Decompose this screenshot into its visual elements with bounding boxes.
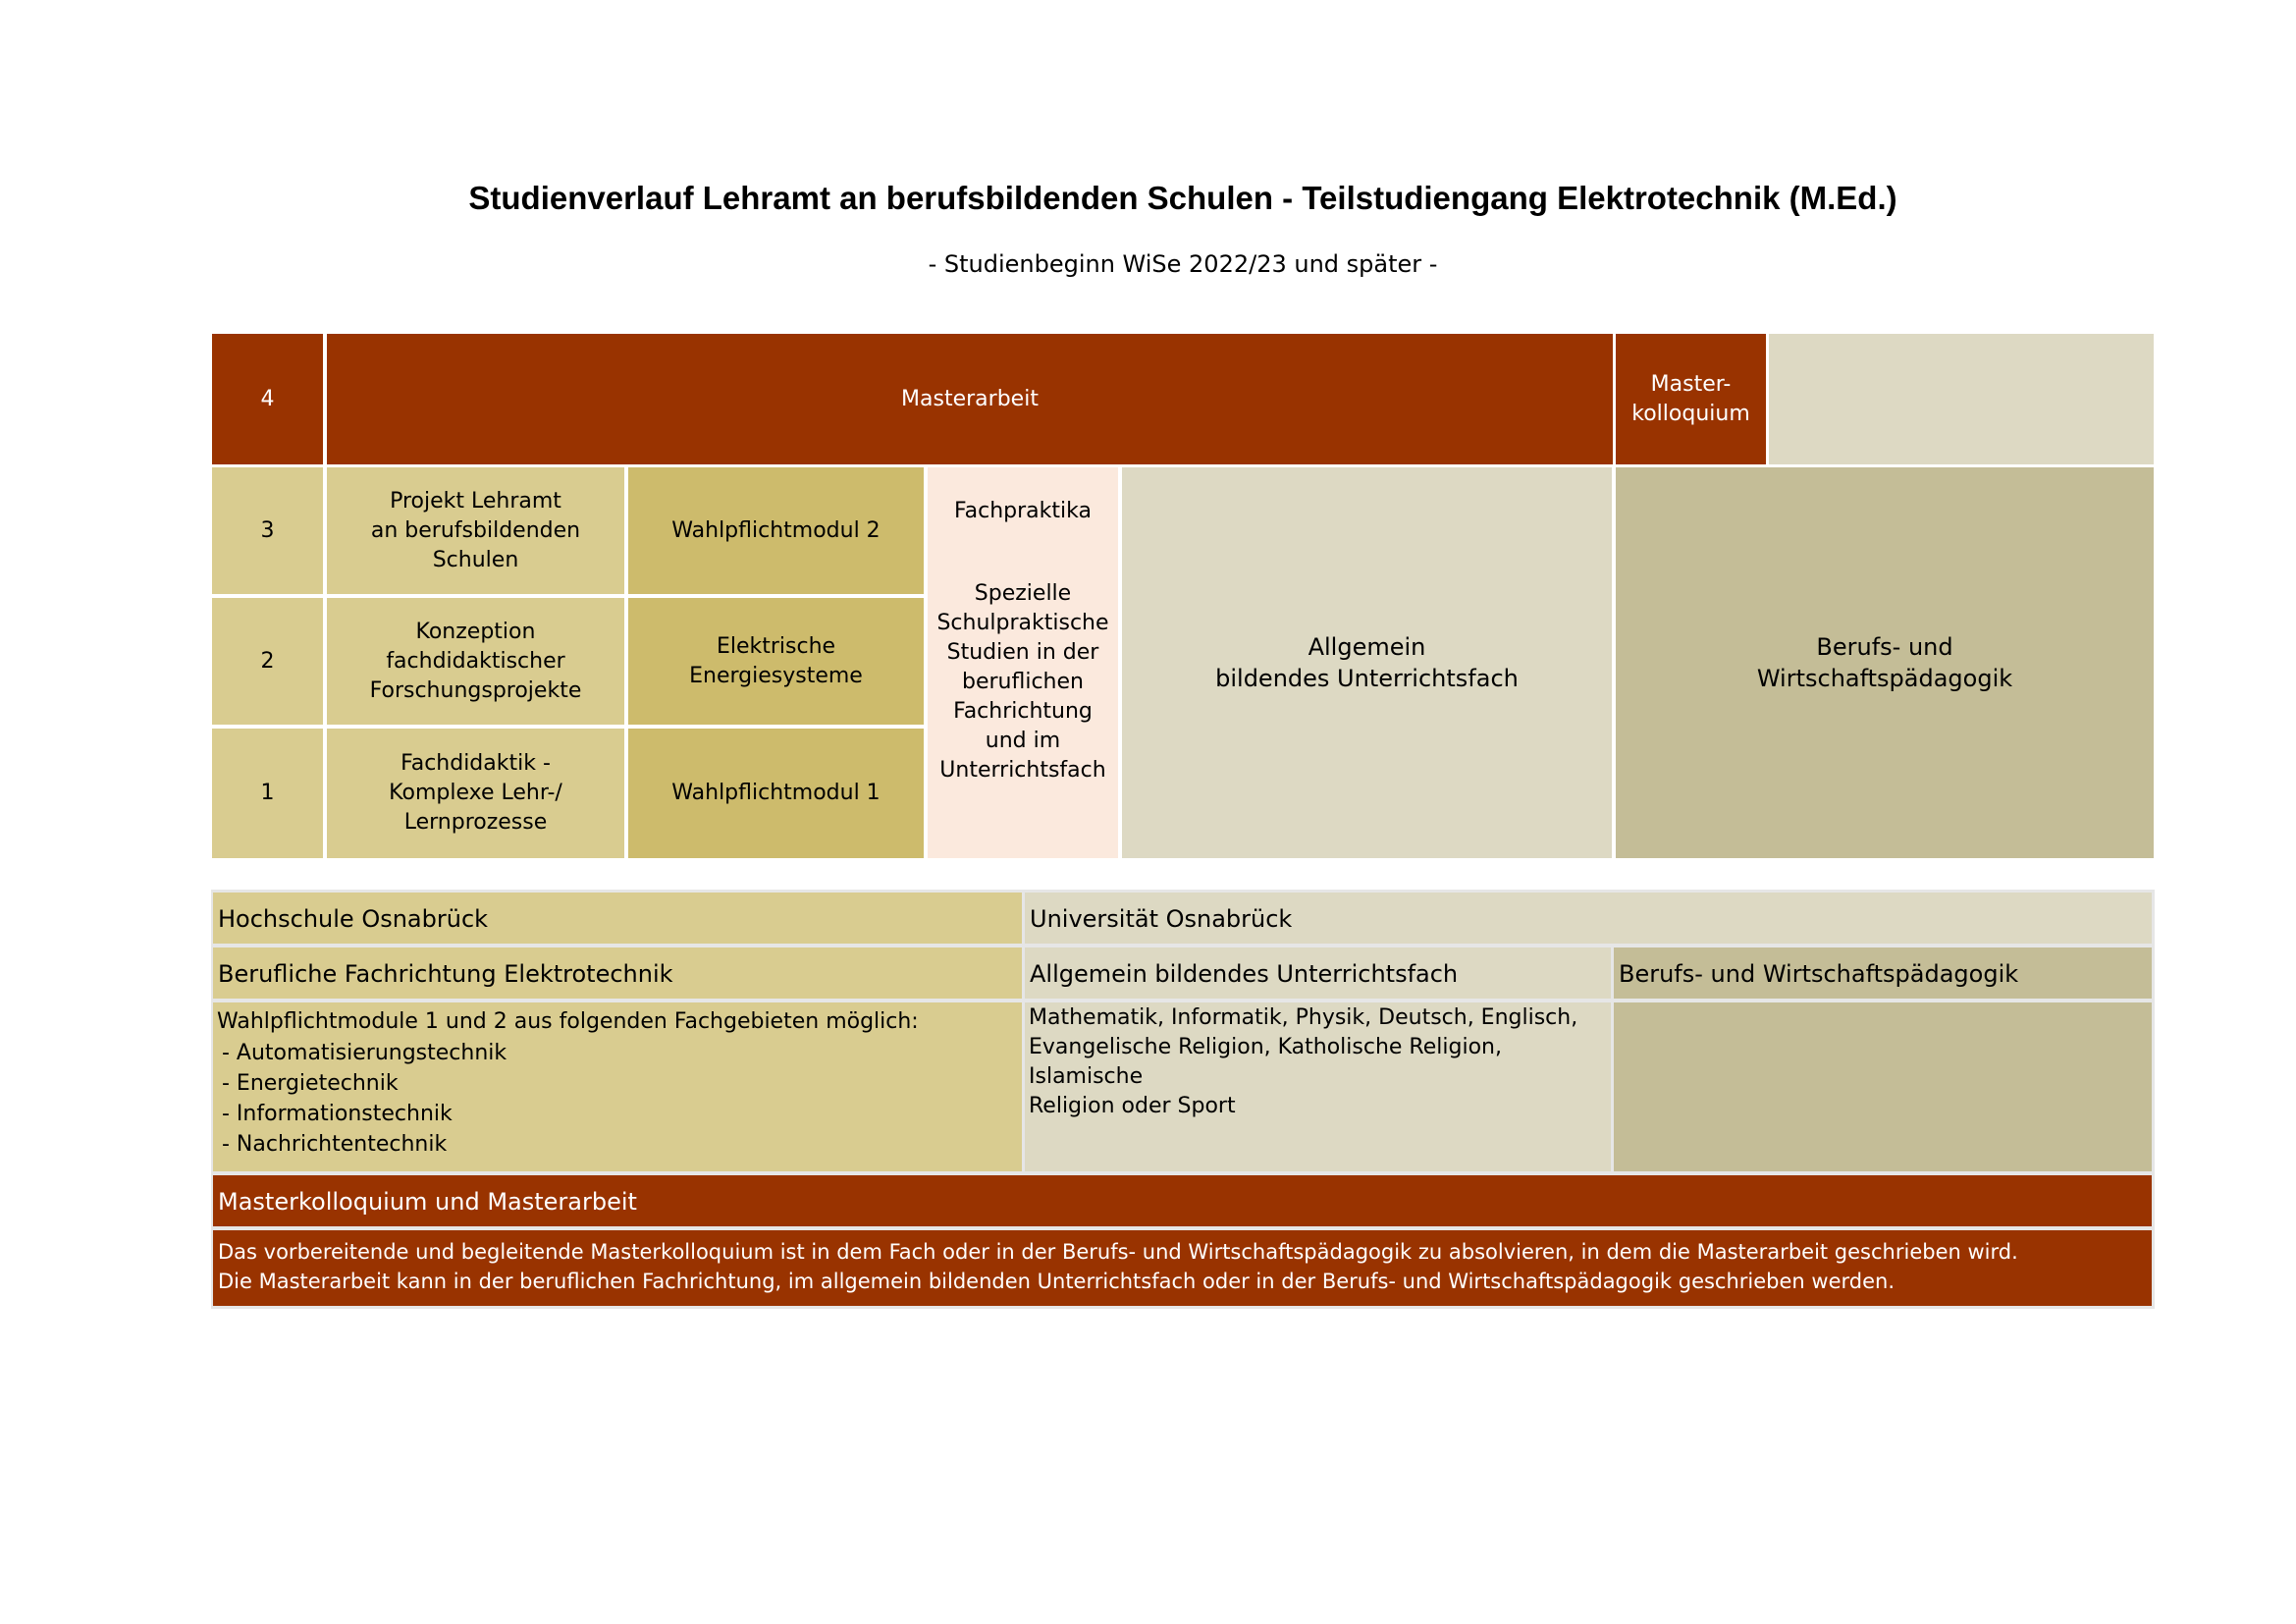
hochschule-osnabrueck-label: Hochschule Osnabrück [213,893,1022,944]
masterkolloquium-cell: Master- kolloquium [1616,334,1766,464]
semester-2-number: 2 [212,598,323,725]
schulpraktische-studien-label: Spezielle Schulpraktische Studien in der beruflichen Fachrichtung und im Unterrichtsfach [936,581,1109,783]
elektrische-energiesysteme-cell: Elektrische Energiesysteme [628,598,924,725]
page-subtitle: - Studienbeginn WiSe 2022/23 und später - [928,250,1438,278]
wahlpflicht-intro: Wahlpflichtmodule 1 und 2 aus folgenden Fachgebieten möglich: [217,1009,919,1034]
wahlpflichtmodul-2-cell: Wahlpflichtmodul 2 [628,467,924,594]
unterrichtsfach-label: Allgemein bildendes Unterrichtsfach [1025,947,1611,999]
fachpraktika-label: Fachpraktika [954,499,1092,523]
berufliche-fachrichtung-label: Berufliche Fachrichtung Elektrotechnik [213,947,1022,999]
list-item: - Energietechnik [222,1071,399,1096]
list-item: - Informationstechnik [222,1102,453,1126]
fachgebiete-list [217,1038,1022,1160]
projekt-lehramt-cell: Projekt Lehramt an berufsbildenden Schulen [327,467,624,594]
berufs-wirtschaftspaedagogik-cell: Berufs- und Wirtschaftspädagogik [1616,467,2154,858]
masterarbeit-cell: Masterarbeit [327,334,1613,464]
page-title: Studienverlauf Lehramt an berufsbildenden Schulen - Teilstudiengang Elektrotechnik (M.Ed.) [468,180,1897,216]
universitaet-osnabrueck-label: Universität Osnabrück [1025,893,2152,944]
masterkolloquium-heading: Masterkolloquium und Masterarbeit [213,1175,2152,1226]
bwp-empty-cell [1614,1002,2152,1171]
semester-3-number: 3 [212,467,323,594]
bwp-label: Berufs- und Wirtschaftspädagogik [1614,947,2152,999]
semester-1-number: 1 [212,729,323,858]
wahlpflichtmodul-1-cell: Wahlpflichtmodul 1 [628,729,924,858]
faecher-list: Mathematik, Informatik, Physik, Deutsch, Englisch, Evangelische Religion, Katholische Religion, Islamische Religion oder Sport [1025,1002,1611,1171]
list-item: - Automatisierungstechnik [222,1041,507,1065]
list-item: - Nachrichtentechnik [222,1132,448,1157]
masterkolloquium-text: Das vorbereitende und begleitende Masterkolloquium ist in dem Fach oder in der Berufs- und Wirtschaftspädagogik zu absolvieren, in dem die Masterarbeit geschrieben wird. Die Masterarbeit kann in der beruflichen Fachrichtung, im allgemein bildenden Unterrichtsfach oder in der Berufs- und Wirtschaftspädagogik geschrieben werden. [213,1230,2152,1306]
fachdidaktik-cell: Fachdidaktik - Komplexe Lehr-/ Lernprozesse [327,729,624,858]
konzeption-cell: Konzeption fachdidaktischer Forschungsprojekte [327,598,624,725]
wahlpflicht-info [213,1002,1022,1171]
allgemein-bildendes-unterrichtsfach-cell: Allgemein bildendes Unterrichtsfach [1122,467,1612,858]
empty-cell-sem4 [1769,334,2154,464]
fachpraktika-column [928,467,1118,858]
semester-4-number: 4 [212,334,323,464]
